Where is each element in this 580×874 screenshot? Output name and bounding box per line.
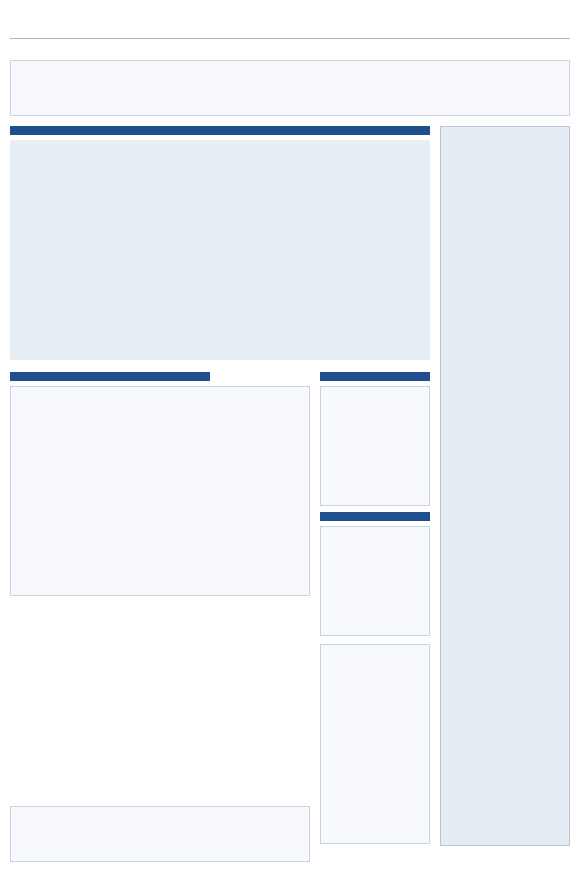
content-block-1 bbox=[10, 140, 430, 360]
content-block-2 bbox=[10, 386, 310, 596]
section-heading-2 bbox=[40, 370, 180, 382]
masthead-page-number bbox=[530, 10, 570, 30]
bottom-strip bbox=[10, 806, 310, 862]
content-block-3 bbox=[320, 386, 430, 506]
lower-right-block bbox=[320, 644, 430, 844]
masthead-title bbox=[60, 10, 300, 30]
side-column bbox=[440, 126, 570, 846]
content-block-4 bbox=[320, 526, 430, 636]
section-heading-1 bbox=[160, 124, 280, 136]
section-heading-3 bbox=[330, 370, 420, 382]
section-heading-4 bbox=[330, 510, 420, 522]
text-columns bbox=[10, 606, 310, 796]
masthead-section bbox=[430, 10, 520, 30]
masthead-rule bbox=[10, 38, 570, 39]
top-strip bbox=[10, 60, 570, 116]
